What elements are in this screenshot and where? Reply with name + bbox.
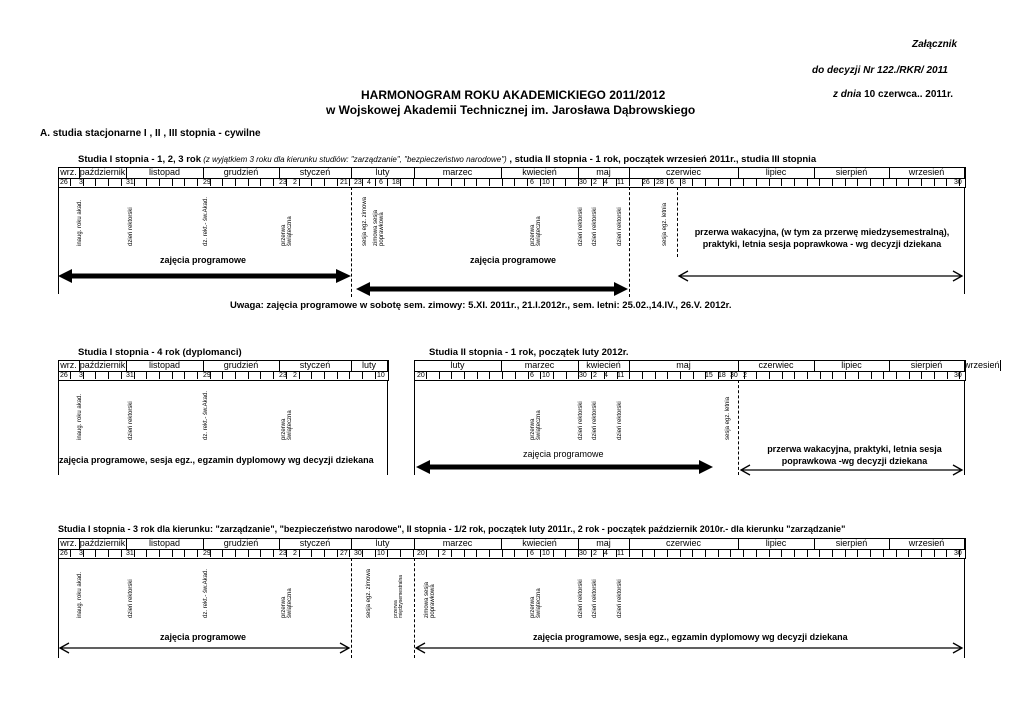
vertical-note: dzień rektorski [617,207,623,246]
vertical-note: dzień rektorski [617,579,623,618]
classes-label-block3-left: zajęcia programowe [160,632,247,642]
block2-left-month: listopad [126,360,204,371]
vertical-note: dz. rekt.- św.Akad. [203,196,209,246]
vertical-note: dzień rektorski [128,207,134,246]
block3-month: lipiec [738,538,815,549]
block1-month: listopad [126,167,204,178]
day-label: 6 [530,372,534,379]
day-label: 6 [530,550,534,557]
block2-right-month: czerwiec [738,360,815,371]
day-label: 18 [392,179,400,186]
vertical-note: dzień rektorski [578,207,584,246]
block2-right-month: wrzesień [964,360,1000,370]
day-label: 4 [604,372,608,379]
day-label: 6 [530,179,534,186]
day-label: 11 [617,550,625,557]
day-label: 4 [367,179,371,186]
day-label: 30 [954,372,962,379]
day-label: 30 [579,179,587,186]
vertical-note: sesja egz. letnia [662,202,668,246]
attachment-label: Załącznik [912,39,958,50]
day-label: 29 [203,179,211,186]
block1-title-italic: (z wyjątkiem 3 roku dla kierunku studiów: "zarządzanie", "bezpieczeństwo narodowe") [201,155,507,164]
day-label: 10 [542,550,550,557]
vertical-note: przerwa świąteczna [281,588,293,618]
block1-title-rest: , studia II stopnia - 1 rok, początek wrzesień 2011r., studia III stopnia [506,155,817,165]
block3-month: maj [578,538,630,549]
day-label: 10 [542,179,550,186]
block3-month: kwiecień [501,538,579,549]
block1-month: luty [351,167,415,178]
day-label: 30 [954,179,962,186]
day-label: 8 [682,179,686,186]
block2-left-month: październik [79,360,126,370]
block2-right-month: kwiecień [578,360,630,371]
saturday-note: Uwaga: zajęcia programowe w sobotę sem. zimowy: 5.XI. 2011r., 21.I.2012r., sem. letni: 25.02.,14.IV., 26.V. 2012r. [230,300,732,311]
block1-month: marzec [414,167,502,178]
block2-right-month: sierpień [889,360,965,371]
day-label: 23 [279,550,287,557]
day-label: 6 [670,179,674,186]
section-title: A. studia stacjonarne I , II , III stopnia - cywilne [40,128,261,139]
date-prefix: z dnia [833,89,862,100]
vertical-note: przerwa międzysemestralna [393,574,404,618]
day-label: 3 [79,550,83,557]
block1-month: wrz. [58,167,80,178]
vertical-note: dz. rekt.- św.Akad. [203,568,209,618]
winter-classes-arrow [60,643,349,653]
block1-month: wrzesień [889,167,965,178]
block3-month: grudzień [203,538,280,549]
day-label: 3 [79,372,83,379]
day-label: 10 [377,550,385,557]
block3-month: listopad [126,538,204,549]
day-label: 23 [279,372,287,379]
block3-title: Studia I stopnia - 3 rok dla kierunku: "zarządzanie", "bezpieczeństwo narodowe", II stopnia - 1/2 rok, początek luty 2011r., 2 rok - początek październik 2010r.- dla kierunku "zarządzanie" [58,524,846,534]
vertical-note: inaug. roku akad. [77,393,83,440]
day-label: 29 [203,550,211,557]
decision-number: do decyzji Nr 122./RKR/ 2011 [812,65,948,76]
block2-title-left: Studia I stopnia - 4 rok (dyplomanci) [78,347,242,358]
day-label: 2 [442,550,446,557]
day-label: 30 [354,550,362,557]
block1-title-bold: Studia I stopnia - 1, 2, 3 rok [78,155,201,165]
day-label: 3 [79,179,83,186]
vertical-note: inaug. roku akad. [77,571,83,618]
vertical-note: przerwa świąteczna [281,410,293,440]
day-label: 4 [604,179,608,186]
day-label: 2 [593,372,597,379]
classes-label-block3-right: zajęcia programowe, sesja egz., egzamin dyplomowy wg decyzji dziekana [533,632,848,642]
block3-month: sierpień [814,538,890,549]
classes-label-block2: zajęcia programowe [523,449,604,459]
block2-title-right: Studia II stopnia - 1 rok, początek luty 2012r. [429,347,629,358]
day-label: 26 [60,550,68,557]
day-label: 2 [593,179,597,186]
day-label: 2 [593,550,597,557]
vertical-note: inaug. roku akad. [77,199,83,246]
day-label: 11 [617,179,625,186]
day-label: 23 [354,179,362,186]
block2-left-month: wrz. [58,360,80,371]
summer-classes-arrow [416,643,962,653]
vertical-note: dzień rektorski [592,579,598,618]
date-value: 10 czerwca.. 2011r. [864,89,954,100]
block3-month: czerwiec [629,538,739,549]
day-label: 2 [293,550,297,557]
day-label: 30 [579,372,587,379]
block2-left-month: styczeń [279,360,352,371]
vertical-note: dzień rektorski [578,401,584,440]
classes-label-winter: zajęcia programowe [160,255,247,265]
day-label: 27 [340,550,348,557]
day-label: 11 [617,372,625,379]
day-label: 4 [604,550,608,557]
vertical-note: dzień rektorski [578,579,584,618]
vertical-note: dzień rektorski [592,401,598,440]
vertical-note: dzień rektorski [617,401,623,440]
day-label: 28 [656,179,664,186]
block3-month: marzec [414,538,502,549]
block2-right-month: marzec [501,360,579,371]
block2-left-month: grudzień [203,360,280,371]
day-label: 6 [379,179,383,186]
vertical-note: sesja egz. zimowa [366,568,372,618]
day-label: 10 [377,372,385,379]
block1-month: sierpień [814,167,890,178]
block3-month: wrzesień [889,538,965,549]
vertical-note: dz. rekt.- św.Akad. [203,390,209,440]
vertical-note: dzień rektorski [128,401,134,440]
day-label: 23 [279,179,287,186]
day-label: 18 [718,372,726,379]
dyplomanci-text: zajęcia programowe, sesja egz., egzamin dyplomowy wg decyzji dziekana [59,455,374,465]
summer-break-text: przerwa wakacyjna, praktyki, letnia sesja poprawkowa -wg decyzji dziekana [767,444,942,466]
block3-month: luty [351,538,415,549]
block1-month: kwiecień [501,167,579,178]
block2-right-month: maj [629,360,739,371]
block1-month: grudzień [203,167,280,178]
day-label: 2 [293,372,297,379]
vertical-note: przerwa świąteczna [530,410,542,440]
day-label: 30 [579,550,587,557]
block3-month: styczeń [279,538,352,549]
day-label: 30 [954,550,962,557]
block3-month: październik [79,538,126,548]
block1-month: styczeń [279,167,352,178]
block1-month: czerwiec [629,167,739,178]
vertical-note: przerwa świąteczna [530,216,542,246]
vertical-note: zimowa sesja poprawkowa [373,209,385,246]
day-label: 31 [126,179,134,186]
page-title: HARMONOGRAM ROKU AKADEMICKIEGO 2011/2012 [361,88,666,102]
page-subtitle: w Wojskowej Akademii Technicznej im. Jarosława Dąbrowskiego [326,103,696,117]
block3-month: wrz. [58,538,80,549]
block1-month: lipiec [738,167,815,178]
block2-left-month: luty [351,360,388,371]
day-label: 20 [417,550,425,557]
vertical-note: przerwa świąteczna [530,588,542,618]
block2-right-month: lipiec [814,360,890,371]
block1-month: maj [578,167,630,178]
vertical-note: sesja egz. zimowa [362,196,368,246]
vertical-note: przerwa świąteczna [281,216,293,246]
day-label: 21 [340,179,348,186]
day-label: 31 [126,372,134,379]
day-label: 26 [60,179,68,186]
classes-label-summer: zajęcia programowe [470,255,557,265]
block2-right-month: luty [414,360,502,371]
day-label: 20 [417,372,425,379]
vertical-note: sesja egz. letnia [725,396,731,440]
day-label: 26 [642,179,650,186]
day-label: 30 [730,372,738,379]
day-label: 10 [542,372,550,379]
day-label: 29 [203,372,211,379]
day-label: 2 [743,372,747,379]
day-label: 2 [293,179,297,186]
block1-month: październik [79,167,126,177]
vertical-note: zimowa sesja poprawkowa [424,581,436,618]
day-label: 26 [60,372,68,379]
summer-break-text: przerwa wakacyjna, (w tym za przerwę miedzysemestralną), praktyki, letnia sesja poprawkowa - wg decyzji dziekana [694,227,950,249]
day-label: 15 [705,372,713,379]
vertical-note: dzień rektorski [592,207,598,246]
vertical-note: dzień rektorski [128,579,134,618]
day-label: 31 [126,550,134,557]
